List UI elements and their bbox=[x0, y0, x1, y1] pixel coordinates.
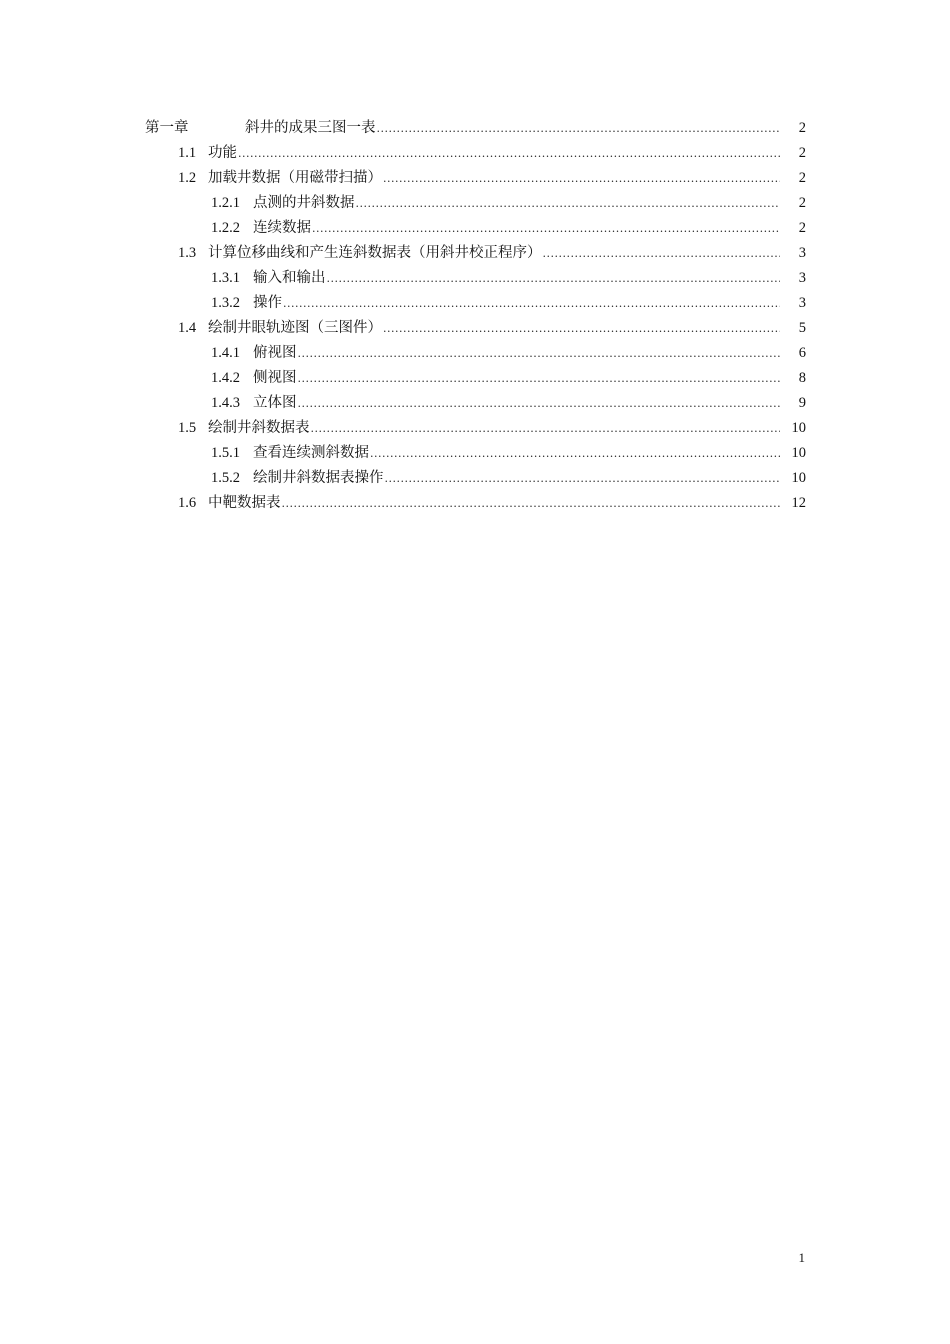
toc-entry-number: 1.3 bbox=[178, 245, 197, 261]
toc-entry-page: 2 bbox=[798, 120, 806, 136]
toc-entry-number: 1.5 bbox=[178, 420, 197, 436]
toc-entry-1-2[interactable] bbox=[178, 166, 806, 191]
page-number: 1 bbox=[798, 1250, 805, 1265]
toc-dot-leader bbox=[312, 216, 780, 241]
toc-entry-page: 3 bbox=[798, 295, 806, 311]
toc-row[interactable] bbox=[0, 191, 950, 216]
toc-entry-title: 绘制井斜数据表 bbox=[208, 420, 310, 436]
toc-entry-chapter-1[interactable] bbox=[145, 116, 806, 141]
toc-row[interactable] bbox=[0, 366, 950, 391]
toc-row[interactable] bbox=[0, 391, 950, 416]
toc-dot-leader bbox=[282, 491, 781, 516]
toc-entry-title: 连续数据 bbox=[253, 220, 311, 236]
toc-row[interactable] bbox=[0, 466, 950, 491]
toc-entry-1-4-3[interactable] bbox=[211, 391, 806, 416]
toc-entry-page: 10 bbox=[791, 420, 806, 436]
toc-entry-page: 10 bbox=[791, 445, 806, 461]
toc-entry-1-5-2[interactable] bbox=[211, 466, 806, 491]
toc-row[interactable] bbox=[0, 166, 950, 191]
toc-dot-leader bbox=[383, 166, 780, 191]
toc-dot-leader bbox=[238, 141, 780, 166]
toc-entry-title: 操作 bbox=[253, 295, 282, 311]
toc-entry-1-1[interactable] bbox=[178, 141, 806, 166]
toc-row[interactable] bbox=[0, 316, 950, 341]
toc-entry-1-4-2[interactable] bbox=[211, 366, 806, 391]
toc-entry-page: 12 bbox=[791, 495, 806, 511]
toc-entry-title: 加载井数据（用磁带扫描） bbox=[208, 170, 382, 186]
table-of-contents bbox=[0, 116, 950, 516]
toc-entry-number: 1.2.1 bbox=[211, 195, 240, 211]
toc-entry-title: 绘制井眼轨迹图（三图件） bbox=[208, 320, 382, 336]
toc-entry-title: 功能 bbox=[208, 145, 237, 161]
toc-row[interactable] bbox=[0, 266, 950, 291]
toc-entry-number: 1.3.2 bbox=[211, 295, 240, 311]
toc-entry-title: 计算位移曲线和产生连斜数据表（用斜井校正程序） bbox=[208, 245, 542, 261]
toc-row[interactable] bbox=[0, 491, 950, 516]
toc-entry-page: 2 bbox=[798, 170, 806, 186]
toc-entry-title: 立体图 bbox=[253, 395, 297, 411]
toc-entry-page: 3 bbox=[798, 270, 806, 286]
toc-dot-leader bbox=[327, 266, 781, 291]
toc-row[interactable] bbox=[0, 416, 950, 441]
toc-entry-number: 1.4.3 bbox=[211, 395, 240, 411]
toc-entry-title: 输入和输出 bbox=[253, 270, 326, 286]
toc-entry-title: 绘制井斜数据表操作 bbox=[253, 470, 384, 486]
toc-dot-leader bbox=[311, 416, 781, 441]
toc-entry-page: 6 bbox=[798, 345, 806, 361]
toc-dot-leader bbox=[356, 191, 781, 216]
toc-row[interactable] bbox=[0, 291, 950, 316]
toc-entry-1-2-1[interactable] bbox=[211, 191, 806, 216]
toc-row[interactable] bbox=[0, 441, 950, 466]
toc-entry-1-5[interactable] bbox=[178, 416, 806, 441]
toc-dot-leader bbox=[283, 291, 780, 316]
toc-entry-number: 1.4 bbox=[178, 320, 197, 336]
toc-entry-1-4[interactable] bbox=[178, 316, 806, 341]
toc-entry-page: 2 bbox=[798, 220, 806, 236]
toc-entry-page: 2 bbox=[798, 195, 806, 211]
toc-dot-leader bbox=[385, 466, 781, 491]
toc-dot-leader bbox=[377, 116, 781, 141]
toc-entry-number: 1.5.2 bbox=[211, 470, 240, 486]
toc-entry-page: 9 bbox=[798, 395, 806, 411]
toc-entry-1-6[interactable] bbox=[178, 491, 806, 516]
toc-entry-1-3-1[interactable] bbox=[211, 266, 806, 291]
toc-entry-title: 斜井的成果三图一表 bbox=[245, 120, 376, 136]
toc-dot-leader bbox=[298, 341, 781, 366]
toc-entry-number: 1.2 bbox=[178, 170, 197, 186]
toc-entry-number: 1.5.1 bbox=[211, 445, 240, 461]
toc-entry-title: 中靶数据表 bbox=[208, 495, 281, 511]
toc-entry-page: 8 bbox=[798, 370, 806, 386]
toc-entry-number: 1.4.1 bbox=[211, 345, 240, 361]
toc-entry-title: 查看连续测斜数据 bbox=[253, 445, 369, 461]
toc-entry-number: 1.6 bbox=[178, 495, 197, 511]
toc-entry-page: 10 bbox=[791, 470, 806, 486]
toc-entry-page: 5 bbox=[798, 320, 806, 336]
toc-entry-1-3[interactable] bbox=[178, 241, 806, 266]
toc-row[interactable] bbox=[0, 141, 950, 166]
toc-dot-leader bbox=[383, 316, 780, 341]
toc-entry-number: 第一章 bbox=[145, 120, 189, 136]
toc-dot-leader bbox=[298, 391, 781, 416]
toc-entry-title: 侧视图 bbox=[253, 370, 297, 386]
toc-entry-page: 3 bbox=[798, 245, 806, 261]
toc-entry-number: 1.4.2 bbox=[211, 370, 240, 386]
toc-entry-number: 1.3.1 bbox=[211, 270, 240, 286]
toc-entry-number: 1.2.2 bbox=[211, 220, 240, 236]
toc-entry-1-2-2[interactable] bbox=[211, 216, 806, 241]
toc-entry-number: 1.1 bbox=[178, 145, 197, 161]
toc-dot-leader bbox=[370, 441, 780, 466]
toc-entry-1-3-2[interactable] bbox=[211, 291, 806, 316]
toc-dot-leader bbox=[298, 366, 781, 391]
toc-row[interactable] bbox=[0, 216, 950, 241]
toc-entry-page: 2 bbox=[798, 145, 806, 161]
toc-entry-title: 点测的井斜数据 bbox=[253, 195, 355, 211]
toc-entry-1-4-1[interactable] bbox=[211, 341, 806, 366]
toc-entry-title: 俯视图 bbox=[253, 345, 297, 361]
toc-row[interactable] bbox=[0, 241, 950, 266]
toc-dot-leader bbox=[543, 241, 781, 266]
toc-row[interactable] bbox=[0, 341, 950, 366]
toc-entry-1-5-1[interactable] bbox=[211, 441, 806, 466]
toc-row[interactable] bbox=[0, 116, 950, 141]
